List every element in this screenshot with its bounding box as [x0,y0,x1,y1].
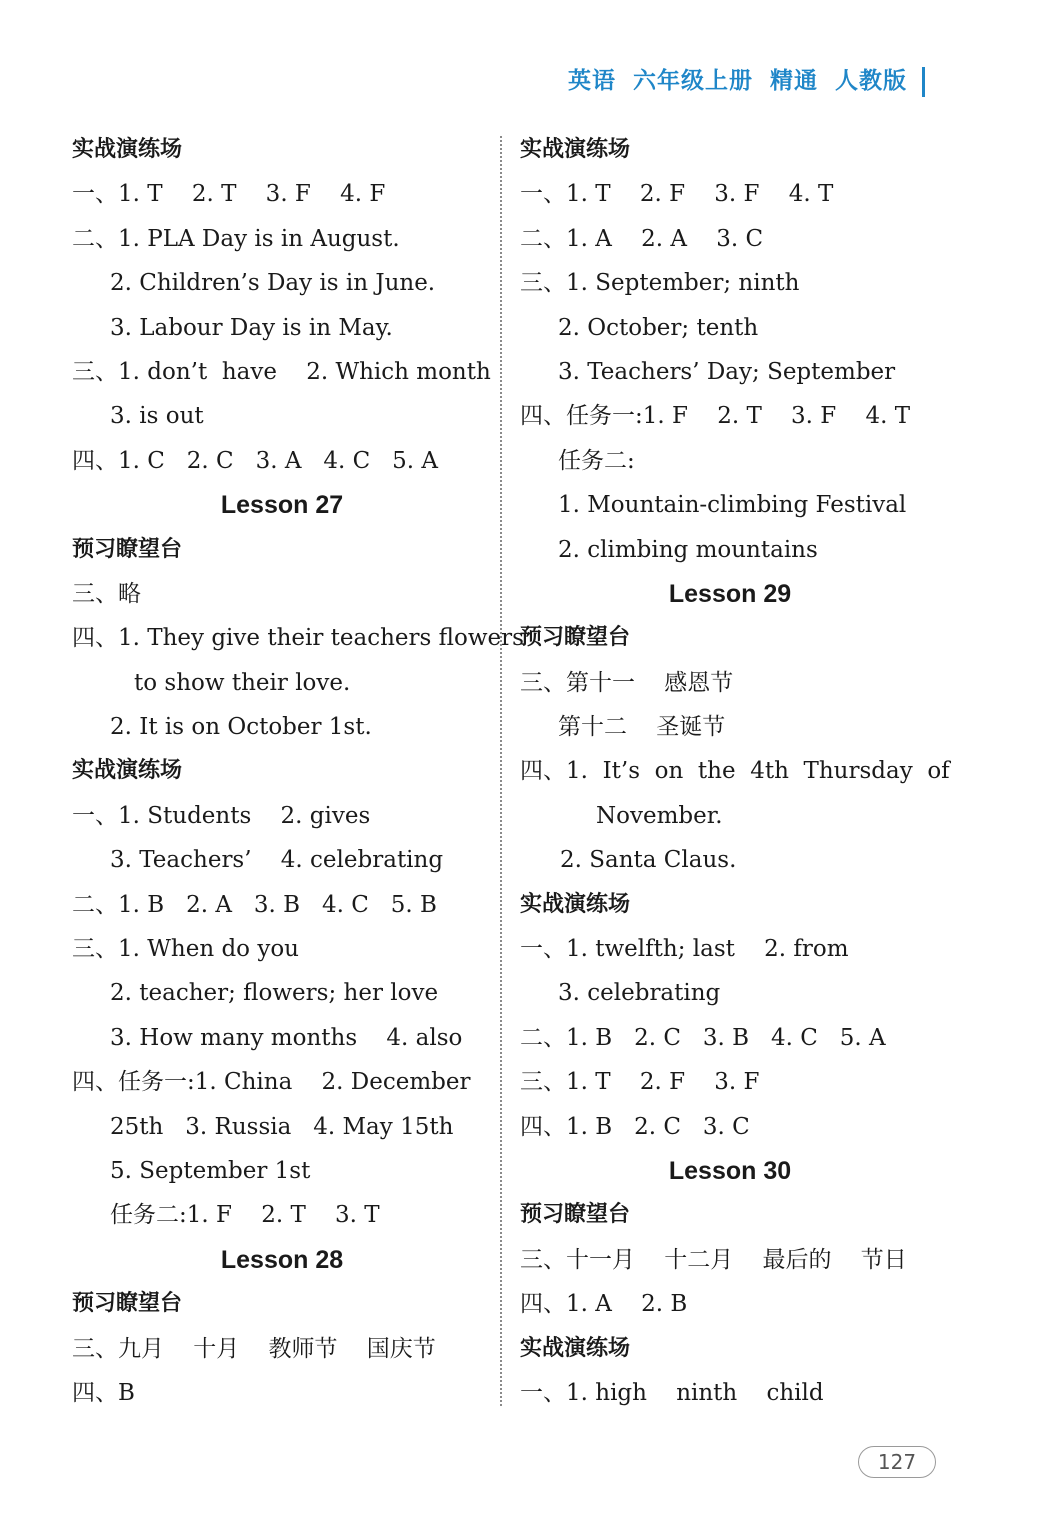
answer-line: 2. Santa Claus. [560,847,737,874]
section-heading: 实战演练场 [520,137,631,162]
left-column [72,128,524,1415]
page-header [560,62,940,98]
answer-line: 3. celebrating [558,980,721,1007]
right-column [520,128,950,1415]
answer-line: 第十二 圣诞节 [558,714,726,741]
column-divider [500,136,502,1406]
publisher-label: 人教版 [835,68,908,94]
answer-line: 二、1. B 2. A 3. B 4. C 5. B [72,891,437,918]
answer-line: 四、1. C 2. C 3. A 4. C 5. A [72,447,439,474]
answer-line: 5. September 1st [110,1157,311,1184]
answer-line: 三、1. T 2. F 3. F [520,1069,760,1096]
lesson-title: Lesson 28 [220,1245,344,1274]
answer-line: 3. Labour Day is in May. [110,314,393,341]
answer-line: 二、1. PLA Day is in August. [72,225,400,252]
answer-line: 3. How many months 4. also [110,1024,463,1051]
answer-line: 三、1. When do you [72,936,299,963]
answer-line: November. [596,802,723,829]
answer-line: 一、1. Students 2. gives [72,802,371,829]
answer-line: 3. Teachers’ 4. celebrating [110,847,444,874]
answer-line: 三、1. don’t have 2. Which month [72,358,491,385]
answer-line: 三、十一月 十二月 最后的 节日 [520,1246,907,1273]
answer-line: 一、1. T 2. T 3. F 4. F [72,181,386,208]
lesson-title: Lesson 27 [220,491,344,520]
answer-line: 四、1. A 2. B [520,1291,688,1318]
grade-label: 六年级上册 [633,68,754,94]
page-number: 127 [858,1446,936,1478]
answer-line: 二、1. B 2. C 3. B 4. C 5. A [520,1024,886,1051]
answer-line: 四、B [72,1379,135,1406]
section-heading: 实战演练场 [72,758,183,784]
answer-line: 三、略 [72,580,141,607]
lesson-title: Lesson 29 [668,579,792,608]
answer-line: 四、任务一:1. F 2. T 3. F 4. T [520,403,911,430]
section-heading: 预习瞭望台 [520,1202,631,1228]
answer-line: to show their love. [134,669,351,696]
section-heading: 预习瞭望台 [72,1291,183,1317]
answer-line: 2. climbing mountains [558,536,818,563]
answer-line: 一、1. twelfth; last 2. from [520,936,849,963]
answer-line: 25th 3. Russia 4. May 15th [110,1113,454,1140]
answer-line: 3. is out [110,403,204,430]
answer-line: 二、1. A 2. A 3. C [520,225,764,252]
answer-line: 2. It is on October 1st. [110,714,372,741]
answer-line: 2. Children’s Day is in June. [110,270,436,297]
section-heading: 预习瞭望台 [72,536,183,562]
edition-label: 精通 [770,68,819,94]
answer-line: 三、1. September; ninth [520,270,800,297]
answer-line: 一、1. high ninth child [520,1379,824,1406]
section-heading: 实战演练场 [520,1335,631,1361]
answer-line: 一、1. T 2. F 3. F 4. T [520,181,834,208]
answer-line: 三、九月 十月 教师节 国庆节 [72,1335,436,1362]
answer-line: 2. October; tenth [558,314,759,341]
answer-line: 任务二: [558,447,635,474]
answer-line: 四、1. They give their teachers flowers [72,625,524,652]
answer-line: 3. Teachers’ Day; September [558,358,896,385]
answer-line: 四、任务一:1. China 2. December [72,1069,471,1096]
answer-line: 三、第十一 感恩节 [520,669,734,696]
answer-line: 2. teacher; flowers; her love [110,980,439,1007]
answer-line: 四、1. B 2. C 3. C [520,1113,750,1140]
answer-line: 四、1. It’s on the 4th Thursday of [520,758,950,785]
lesson-title: Lesson 30 [668,1156,792,1185]
subject-label: 英语 [568,68,616,94]
header-bar-icon [922,67,925,97]
answer-line: 1. Mountain-climbing Festival [558,492,907,519]
section-heading: 实战演练场 [520,891,631,917]
answer-line: 任务二:1. F 2. T 3. T [110,1202,380,1229]
section-heading: 实战演练场 [72,137,183,162]
section-heading: 预习瞭望台 [520,625,631,651]
